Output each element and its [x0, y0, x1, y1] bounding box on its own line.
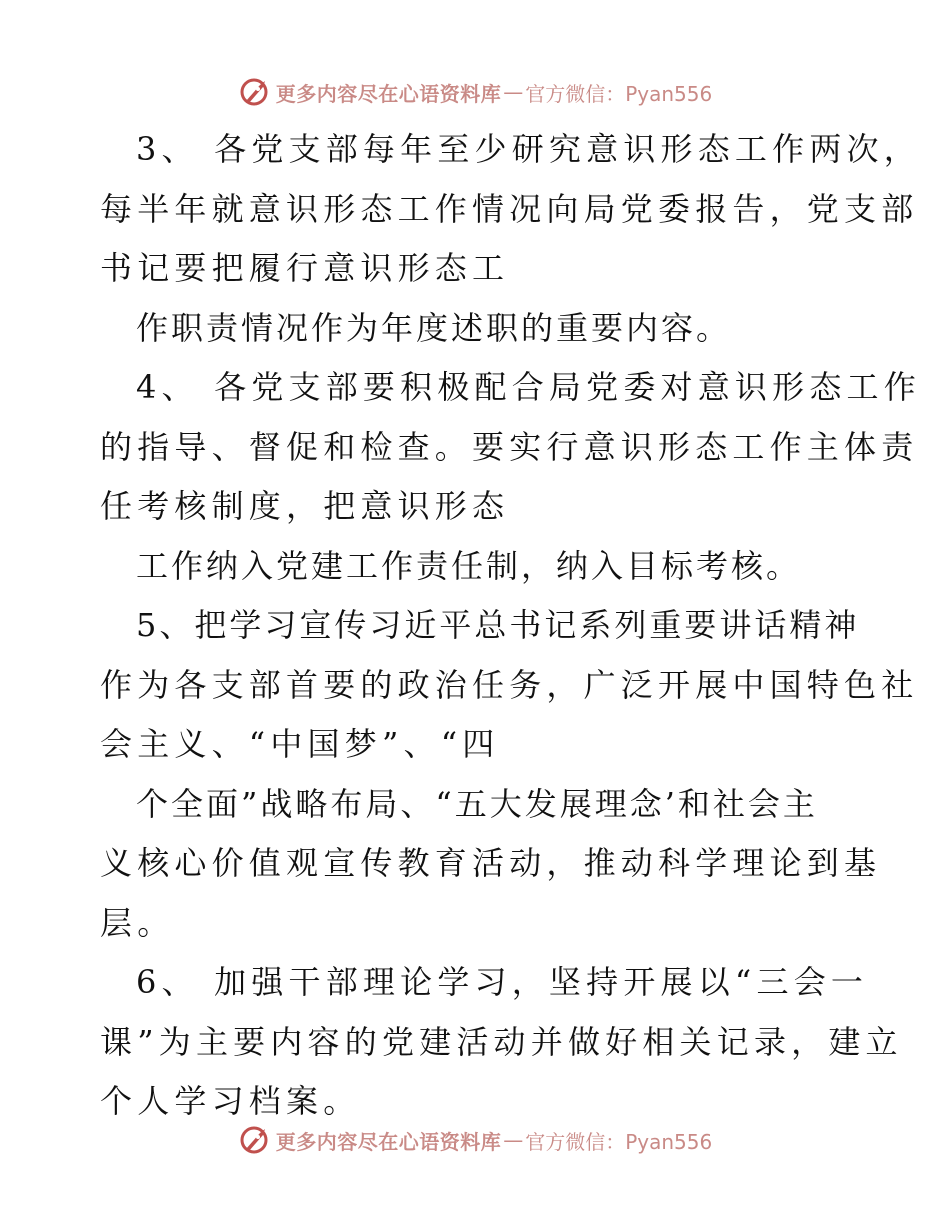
paragraph-line: 书记要把履行意识形态工 [100, 249, 510, 287]
paragraph-line: 个人学习档案。 [100, 1082, 361, 1120]
paragraph-line: 每半年就意识形态工作情况向局党委报告，党支部 [100, 189, 919, 228]
paragraph-line: 作为各支部首要的政治任务，广泛开展中国特色社 [100, 665, 919, 704]
pen-nib-logo-icon [238, 1123, 272, 1157]
paragraph-line: 4、 各党支部要积极配合局党委对意识形态工作 [136, 368, 921, 406]
banner-separator: — [503, 1128, 524, 1152]
paragraph-line: 义核心价值观宣传教育活动，推动科学理论到基 [100, 844, 882, 882]
paragraph-line: 作职责情况作为年度述职的重要内容。 [136, 308, 732, 347]
document-body [100, 120, 921, 1132]
wechat-text: 官方微信：Pyan556 [525, 81, 713, 106]
paragraph-line: 层。 [100, 903, 175, 942]
footer-banner [0, 1120, 950, 1160]
paragraph-line: 工作纳入党建工作责任制，纳入目标考核。 [136, 546, 802, 585]
paragraph-line: 的指导、督促和检查。要实行意识形态工作主体责 [100, 427, 919, 466]
paragraph-line: 3、 各党支部每年至少研究意识形态工作两次， [136, 130, 921, 168]
paragraph-line: 个全面”战略布局、“五大发展理念’和社会主 [136, 784, 818, 823]
paragraph-line: 课”为主要内容的党建活动并做好相关记录，建立 [100, 1022, 903, 1061]
paragraph-line: 会主义、“中国梦”、“四 [100, 725, 500, 763]
library-text: 更多内容尽在心语资料库 [275, 81, 502, 106]
banner-separator: — [503, 80, 524, 104]
pen-nib-logo-icon [238, 75, 272, 109]
header-banner [0, 72, 950, 112]
wechat-text: 官方微信：Pyan556 [525, 1129, 713, 1154]
library-text: 更多内容尽在心语资料库 [275, 1129, 502, 1154]
paragraph-line: 6、 加强干部理论学习，坚持开展以“三会一 [136, 963, 869, 1001]
paragraph-line: 任考核制度，把意识形态 [100, 487, 510, 525]
paragraph-line: 5、把学习宣传习近平总书记系列重要讲话精神 [136, 606, 860, 644]
